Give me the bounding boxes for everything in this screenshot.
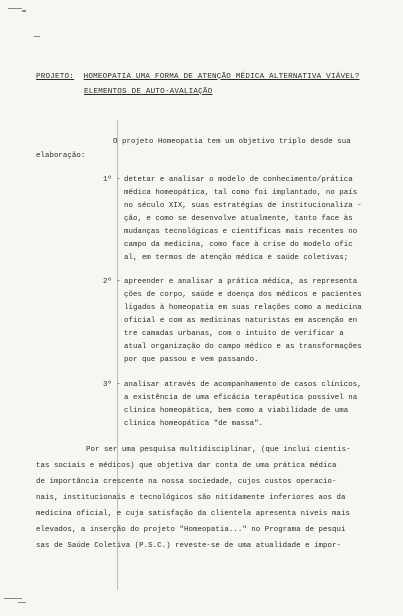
scan-mark xyxy=(22,10,26,12)
title-prefix: PROJETO: xyxy=(36,73,75,81)
scan-mark xyxy=(8,8,22,9)
item-line: no século XIX, suas estratégias de institucionaliza - xyxy=(124,202,362,210)
item-line: mudanças tecnológicas e científicas mais recentes no xyxy=(124,228,358,236)
item-line: ção, e como se desenvolve atualmente, tanto face às xyxy=(124,215,353,223)
closing-line: sas de Saúde Coletiva (P.S.C.) reveste-se de uma atualidade e impor- xyxy=(36,542,341,550)
closing-line: Por ser uma pesquisa multidisciplinar, (que inclui cientis- xyxy=(86,446,351,454)
item-line: por que passou e vem passando. xyxy=(124,356,259,364)
fold-line xyxy=(117,120,118,590)
item-line: analisar através de acompanhamento de casos clínicos, xyxy=(124,381,362,389)
item-line: ligados à homeopatia em suas relações como a medicina xyxy=(124,304,362,312)
project-title xyxy=(36,73,359,82)
item-number: 1º - xyxy=(103,176,121,184)
item-line: detetar e analisar o modelo de conhecimento/prática xyxy=(124,176,353,184)
item-line: ções de corpo, saúde e doença dos médicos e pacientes xyxy=(124,291,362,299)
scan-mark xyxy=(34,36,40,37)
item-line: clínica homeopática "de massa". xyxy=(124,420,264,428)
item-number: 2º - xyxy=(103,278,121,286)
intro-line: elaboração: xyxy=(36,152,86,160)
title-line-2: ELEMENTOS DE AUTO-AVALIAÇÃO xyxy=(84,88,213,96)
project-subtitle xyxy=(84,88,212,97)
item-line: apreender e analisar a prática médica, as representa xyxy=(124,278,358,286)
closing-line: medicina oficial, e cuja satisfação da clientela apresenta níveis mais xyxy=(36,510,350,518)
item-line: campo da medicina, como face à crise do modelo ofic xyxy=(124,241,353,249)
item-line: tre camadas urbanas, com o intuito de verificar a xyxy=(124,330,344,338)
item-number: 3º - xyxy=(103,381,121,389)
title-line-1: HOMEOPATIA UMA FORMA DE ATENÇÃO MÉDICA ALTERNATIVA VIÁVEL? xyxy=(83,73,360,81)
item-line: al, em termos de atenção médica e saúde coletivas; xyxy=(124,254,349,262)
item-line: clínica homeopática, bem como a viabilidade de uma xyxy=(124,407,349,415)
scan-mark xyxy=(4,598,22,599)
scan-mark xyxy=(18,602,26,603)
item-line: atual organização do campo médico e as transformações xyxy=(124,343,362,351)
closing-line: elevados, a inserção do projeto "Homeopatia..." no Programa de pesqui xyxy=(36,526,346,534)
item-line: médica homeopática, tal como foi implantado, no país xyxy=(124,189,358,197)
closing-line: tas sociais e médicos) que objetiva dar conta de uma prática médica xyxy=(36,462,337,470)
closing-line: nais, institucionais e tecnológicos são nitidamente inferiores aos da xyxy=(36,494,346,502)
closing-line: de importância crescente na nossa sociedade, cujos custos operacio- xyxy=(36,478,337,486)
item-line: a existência de uma eficácia terapêutica possível na xyxy=(124,394,358,402)
item-line: oficial e com as medicinas naturistas em ascenção en xyxy=(124,317,358,325)
intro-line: O projeto Homeopatia tem um objetivo triplo desde sua xyxy=(113,138,351,146)
